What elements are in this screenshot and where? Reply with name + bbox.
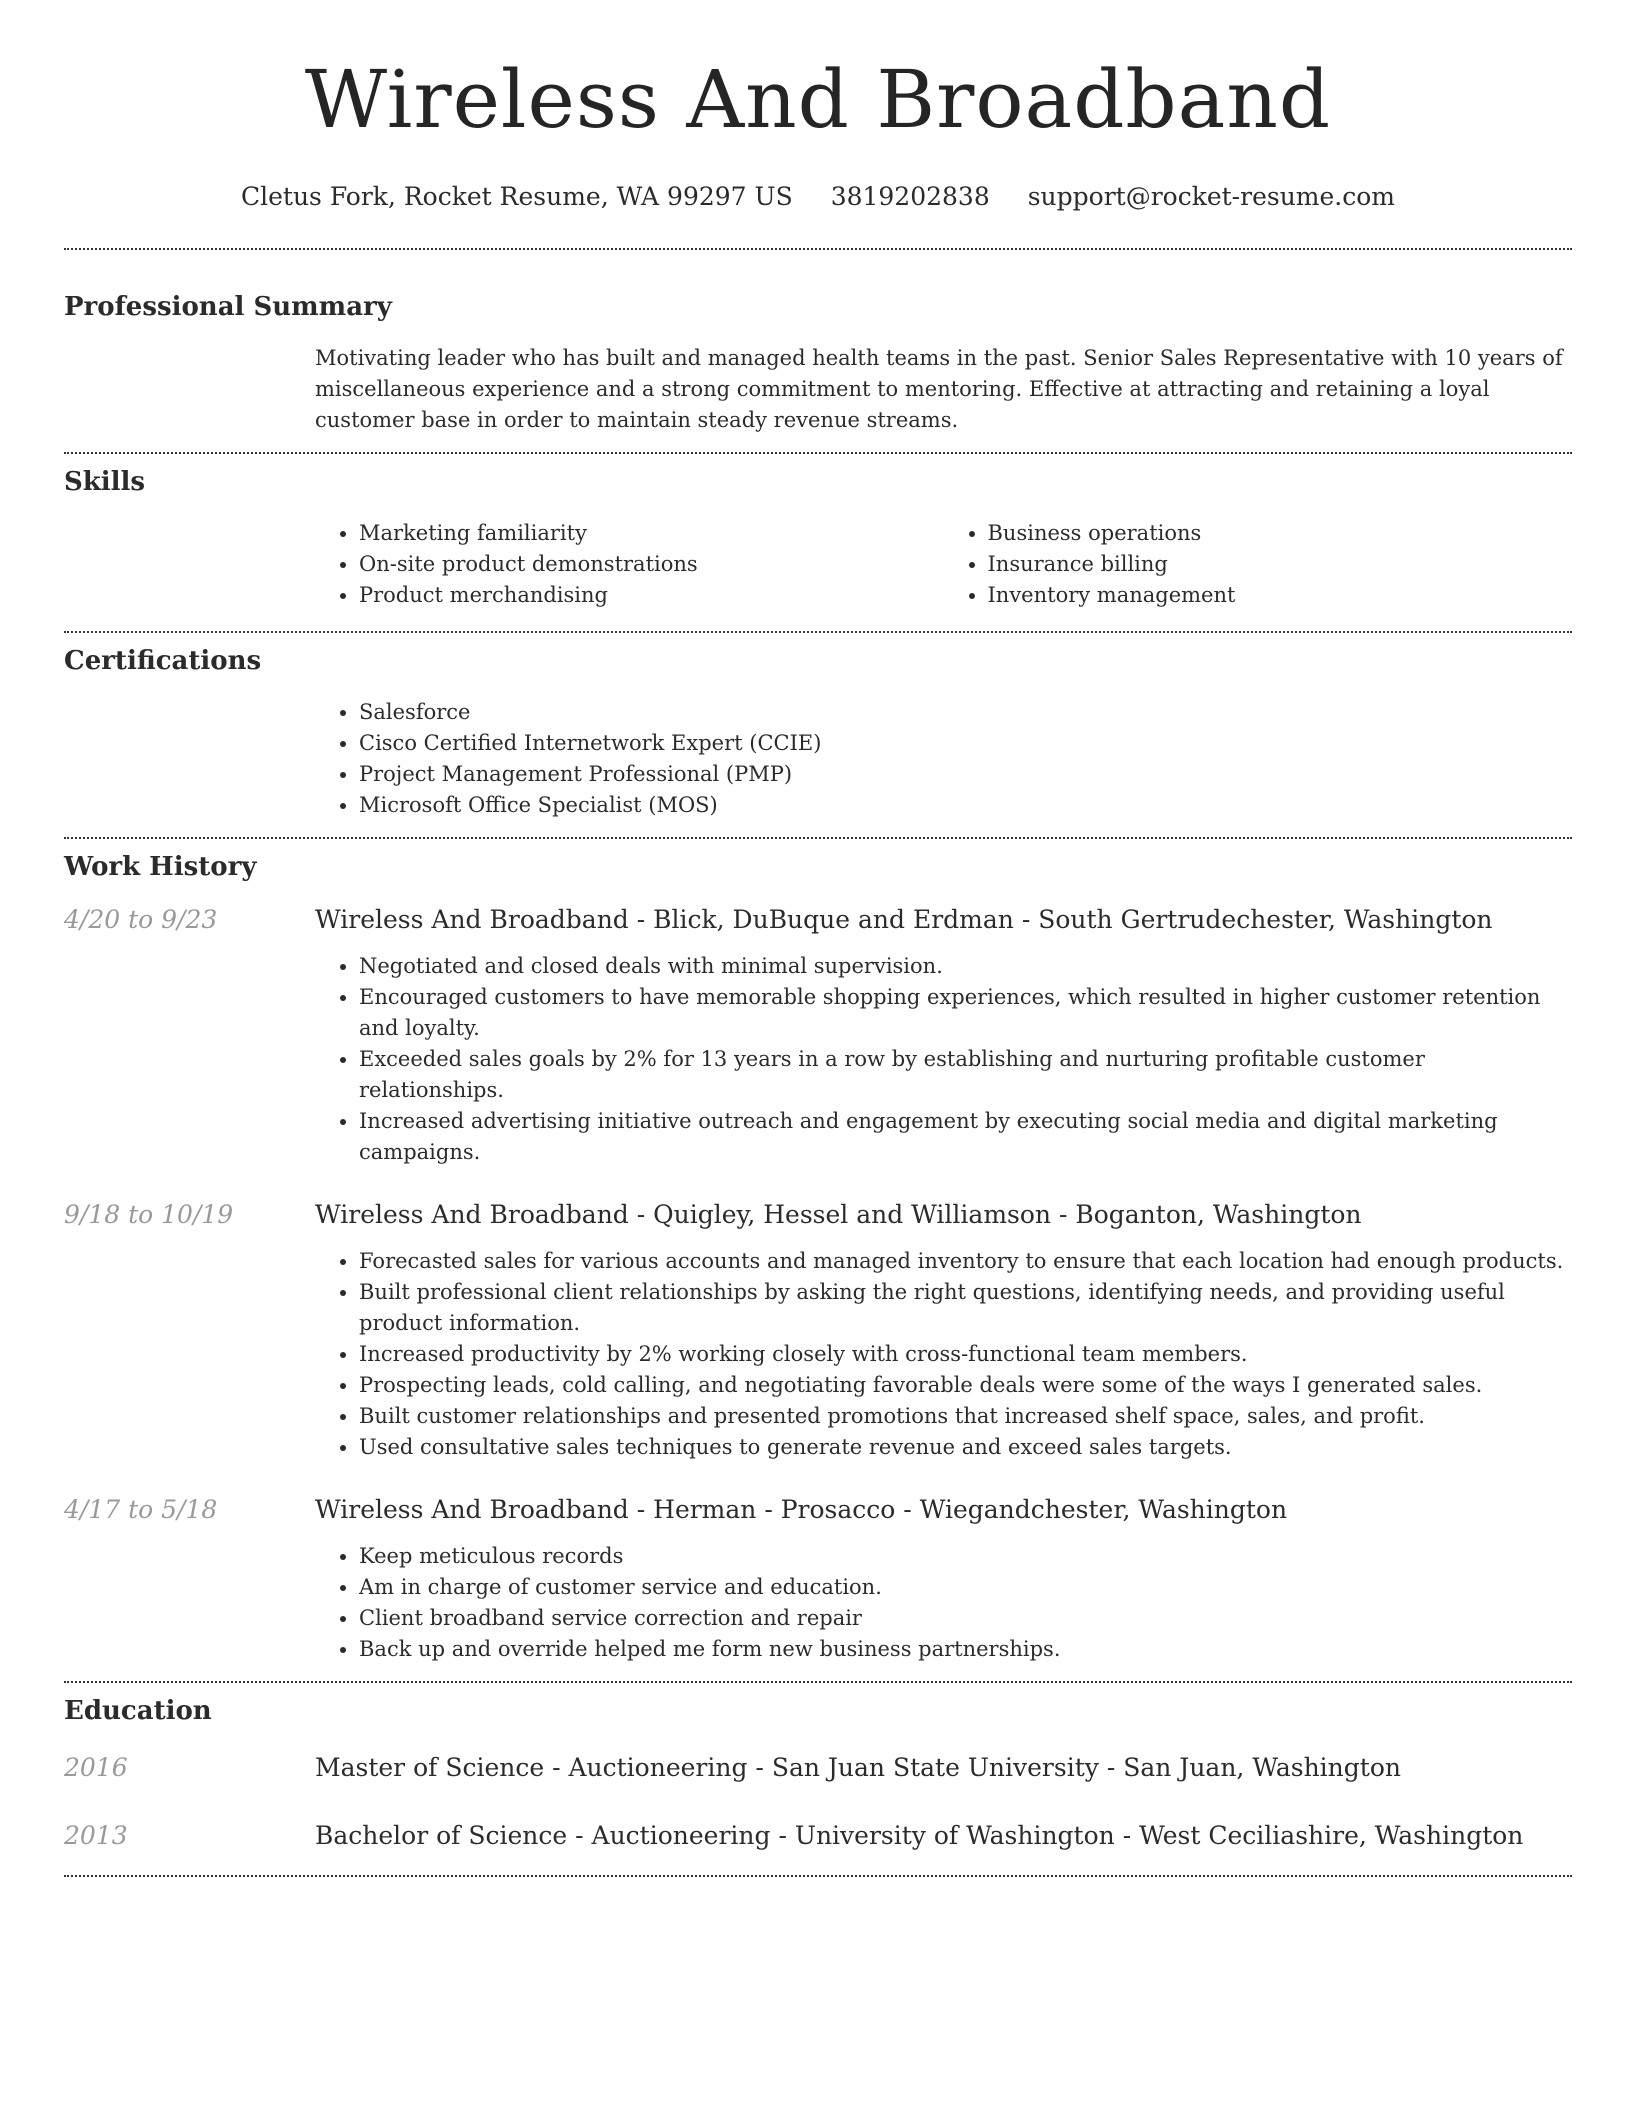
job-bullet: • Built professional client relationships by asking the right questions, identifying needs, and providing useful product information. [359, 1277, 1572, 1339]
job-bullet: • Forecasted sales for various accounts and managed inventory to ensure that each location had enough products. [359, 1246, 1572, 1277]
job-employer: - Quigley, Hessel and Williamson - Boganton, Washington [628, 1200, 1362, 1229]
job-header [64, 1198, 1572, 1232]
job-dates: 4/17 to 5/18 [64, 1495, 218, 1524]
skill-item: • Insurance billing [988, 549, 1573, 580]
job-role: Wireless And Broadband [315, 1495, 629, 1524]
job-role: Wireless And Broadband [315, 905, 629, 934]
job-heading [315, 1198, 1362, 1232]
resume-page [64, 0, 1572, 1877]
job-role: Wireless And Broadband [315, 1200, 629, 1229]
education-heading [315, 1819, 1523, 1853]
job-heading [315, 903, 1493, 937]
job-employer: - Blick, DuBuque and Erdman - South Gertrudechester, Washington [628, 905, 1493, 934]
job-bullets [315, 951, 1572, 1168]
divider [64, 631, 1572, 633]
job-dates: 4/20 to 9/23 [64, 905, 218, 934]
job-employer: - Herman - Prosacco - Wiegandchester, Washington [628, 1495, 1288, 1524]
education-section [64, 1695, 1572, 1853]
job-bullets [315, 1541, 1572, 1665]
education-heading [315, 1751, 1401, 1785]
job-bullets [315, 1246, 1572, 1463]
job-bullet: • Encouraged customers to have memorable shopping experiences, which resulted in higher customer retention and loyalty. [359, 982, 1572, 1044]
job-body [315, 1541, 1572, 1665]
certifications-body [315, 697, 1572, 821]
certification-item: • Salesforce [359, 697, 1572, 728]
education-degree: Master of Science - Auctioneering [315, 1753, 748, 1782]
divider [64, 1681, 1572, 1683]
divider [64, 248, 1572, 250]
divider [64, 1875, 1572, 1877]
job-header [64, 903, 1572, 937]
job-bullet: • Keep meticulous records [359, 1541, 1572, 1572]
job-bullet: • Am in charge of customer service and education. [359, 1572, 1572, 1603]
section-title-certifications: Certifications [64, 646, 262, 676]
skills-grid [315, 518, 1572, 611]
job-heading [315, 1493, 1287, 1527]
job-bullet: • Client broadband service correction and repair [359, 1603, 1572, 1634]
education-school: - San Juan State University - San Juan, Washington [747, 1753, 1401, 1782]
job-body [315, 1246, 1572, 1463]
job-header [64, 1493, 1572, 1527]
contact-email: support@rocket-resume.com [1027, 182, 1396, 211]
education-entry [64, 1751, 1572, 1785]
job-bullet: • Used consultative sales techniques to generate revenue and exceed sales targets. [359, 1432, 1572, 1463]
job-body [315, 951, 1572, 1168]
section-title-work: Work History [64, 852, 257, 882]
education-degree: Bachelor of Science - Auctioneering [315, 1821, 771, 1850]
certifications-list [315, 697, 1572, 821]
section-title-skills: Skills [64, 467, 146, 497]
job-bullet: • Back up and override helped me form new business partnerships. [359, 1634, 1572, 1665]
summary-section [64, 291, 1572, 436]
job-bullet: • Prospecting leads, cold calling, and negotiating favorable deals were some of the ways I generated sales. [359, 1370, 1572, 1401]
job-dates: 9/18 to 10/19 [64, 1200, 234, 1229]
work-history-section [64, 851, 1572, 1665]
job-bullet: • Increased advertising initiative outreach and engagement by executing social media and digital marketing campaigns. [359, 1106, 1572, 1168]
job-bullet: • Increased productivity by 2% working closely with cross-functional team members. [359, 1339, 1572, 1370]
divider [64, 837, 1572, 839]
education-school: - University of Washington - West Ceciliashire, Washington [770, 1821, 1524, 1850]
skill-item: • Inventory management [988, 580, 1573, 611]
contact-line [64, 182, 1572, 212]
skill-item: • Business operations [988, 518, 1573, 549]
skills-section [64, 466, 1572, 611]
education-entry [64, 1819, 1572, 1853]
job-entry [64, 1198, 1572, 1463]
divider [64, 452, 1572, 454]
section-title-summary: Professional Summary [64, 292, 392, 322]
job-bullet: • Built customer relationships and presented promotions that increased shelf space, sales, and profit. [359, 1401, 1572, 1432]
contact-phone: 3819202838 [830, 182, 990, 211]
education-year: 2013 [64, 1821, 128, 1850]
section-title-education: Education [64, 1696, 212, 1726]
certifications-section [64, 645, 1572, 821]
job-entry [64, 903, 1572, 1168]
job-bullet: • Negotiated and closed deals with minimal supervision. [359, 951, 1572, 982]
summary-text: Motivating leader who has built and managed health teams in the past. Senior Sales Representative with 10 years of miscellaneous experience and a strong commitment to mentoring. Effective at attracting and retaining a loyal customer base in order to maintain steady revenue streams. [315, 346, 1563, 432]
skill-item: • Marketing familiarity [359, 518, 944, 549]
education-year: 2016 [64, 1753, 128, 1782]
skills-list-left [315, 518, 944, 611]
job-entry [64, 1493, 1572, 1665]
skill-item: • On-site product demonstrations [359, 549, 944, 580]
job-bullet: • Exceeded sales goals by 2% for 13 years in a row by establishing and nurturing profitable customer relationships. [359, 1044, 1572, 1106]
contact-address: Cletus Fork, Rocket Resume, WA 99297 US [240, 182, 793, 211]
resume-title: Wireless And Broadband [304, 53, 1332, 146]
certification-item: • Cisco Certified Internetwork Expert (CCIE) [359, 728, 1572, 759]
certification-item: • Microsoft Office Specialist (MOS) [359, 790, 1572, 821]
skills-list-right [944, 518, 1573, 611]
certification-item: • Project Management Professional (PMP) [359, 759, 1572, 790]
skill-item: • Product merchandising [359, 580, 944, 611]
